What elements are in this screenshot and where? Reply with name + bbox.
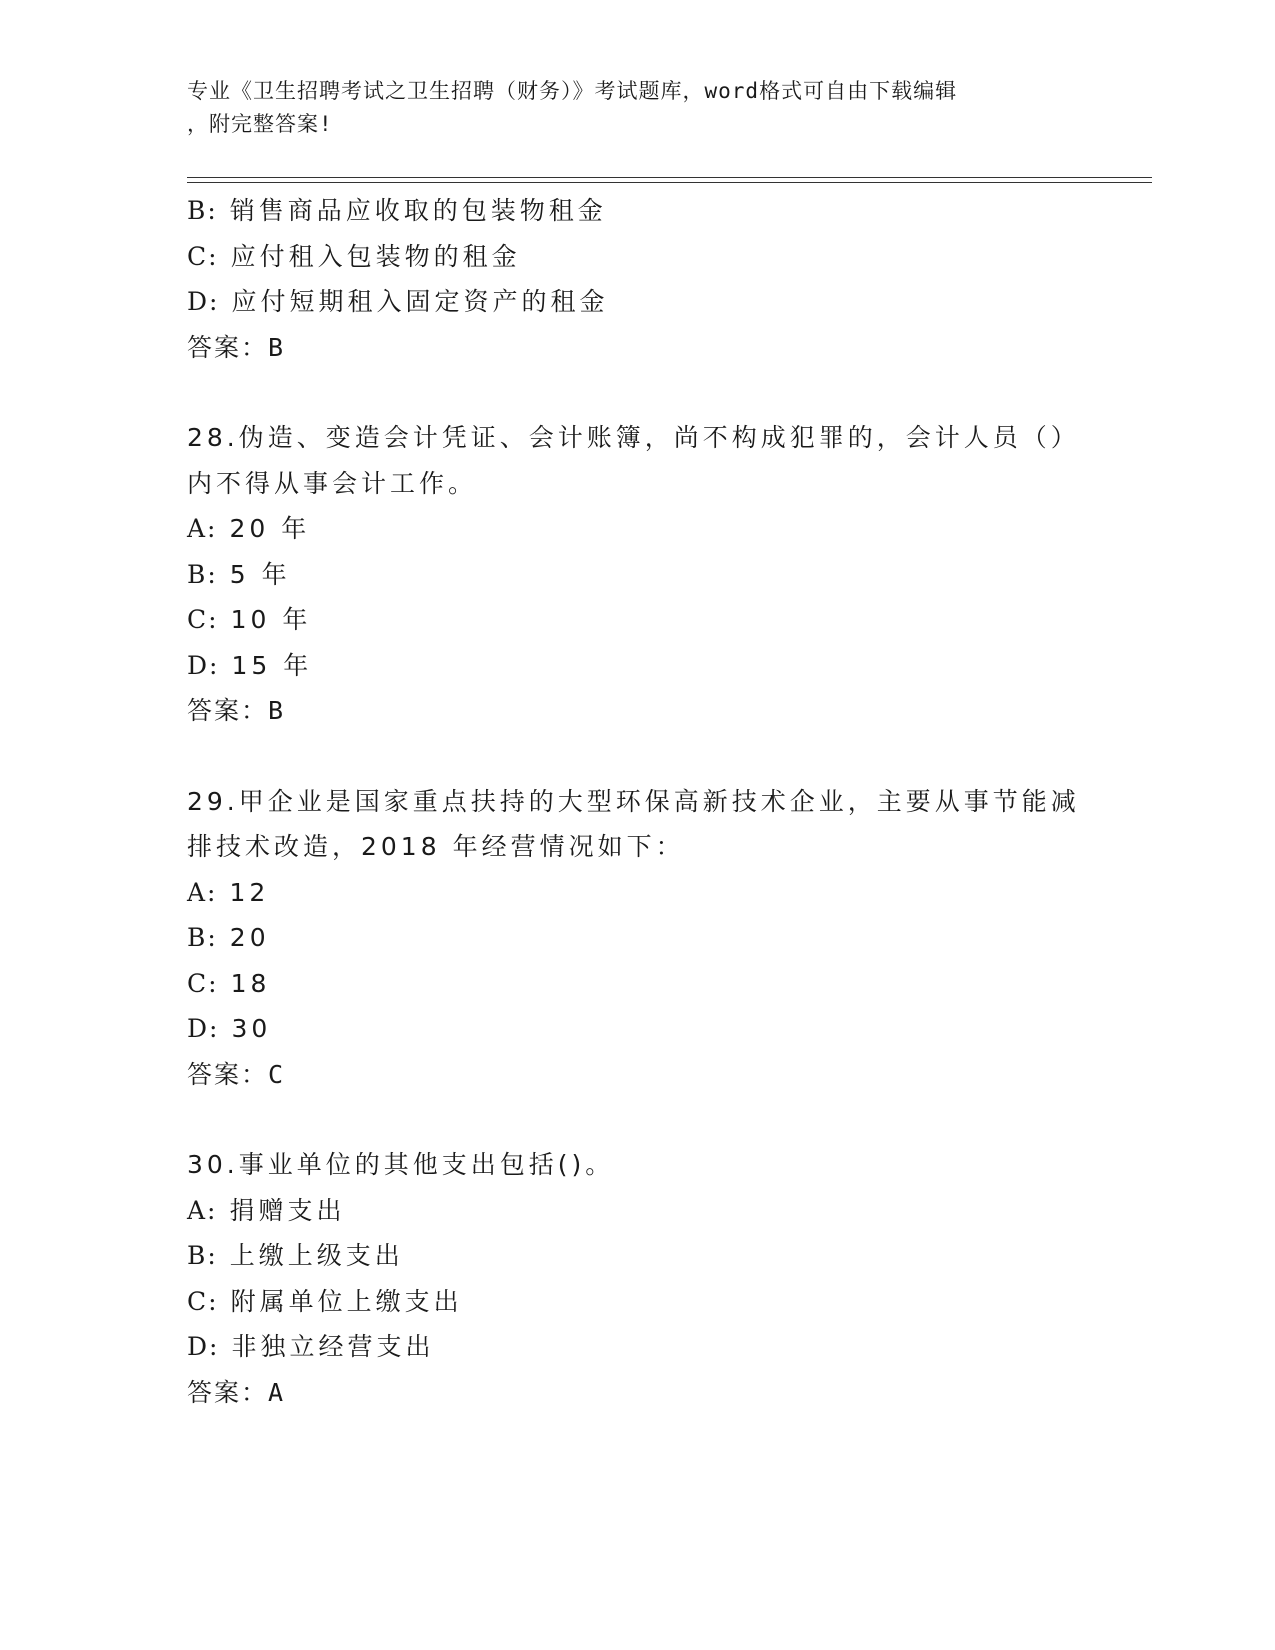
question-29: [187, 779, 1107, 1098]
option-a: A: 捐赠支出: [187, 1195, 346, 1225]
question-stem-cont: 排技术改造，2018 年经营情况如下：: [187, 832, 685, 861]
question-28: [187, 415, 1107, 734]
question-27: [187, 188, 1107, 370]
option-c: C: 应付租入包装物的租金: [187, 241, 521, 271]
question-30: [187, 1142, 1107, 1415]
document-header: [187, 75, 1087, 141]
question-stem-cont: 内不得从事会计工作。: [187, 468, 478, 498]
option-b: B: 销售商品应收取的包装物租金: [187, 196, 607, 225]
answer: 答案：C: [187, 1059, 286, 1089]
question-stem: 28.伪造、变造会计凭证、会计账簿，尚不构成犯罪的，会计人员（）: [187, 423, 1080, 452]
option-b: B: 5 年: [187, 559, 291, 589]
option-d: D: 30: [187, 1014, 272, 1043]
question-stem: 30.事业单位的其他支出包括()。: [187, 1150, 615, 1179]
header-line-2: ，附完整答案!: [187, 112, 333, 136]
option-c: C: 18: [187, 968, 271, 998]
answer: 答案：A: [187, 1377, 286, 1407]
option-a: A: 20 年: [187, 514, 311, 543]
question-stem: 29.甲企业是国家重点扶持的大型环保高新技术企业，主要从事节能减: [187, 786, 1080, 816]
option-b: B: 20: [187, 923, 270, 952]
header-divider-top: [187, 177, 1152, 178]
answer: 答案：B: [187, 696, 286, 725]
option-d: D: 非独立经营支出: [187, 1332, 435, 1361]
option-c: C: 附属单位上缴支出: [187, 1286, 463, 1316]
header-divider-bottom: [187, 182, 1152, 183]
option-a: A: 12: [187, 877, 270, 907]
option-d: D: 15 年: [187, 650, 313, 680]
question-list: [187, 188, 1107, 1415]
option-d: D: 应付短期租入固定资产的租金: [187, 287, 609, 316]
header-line-1: 专业《卫生招聘考试之卫生招聘（财务）》考试题库，word格式可自由下载编辑: [187, 79, 958, 103]
option-c: C: 10 年: [187, 605, 312, 634]
option-b: B: 上缴上级支出: [187, 1241, 404, 1270]
answer: 答案：B: [187, 332, 286, 362]
